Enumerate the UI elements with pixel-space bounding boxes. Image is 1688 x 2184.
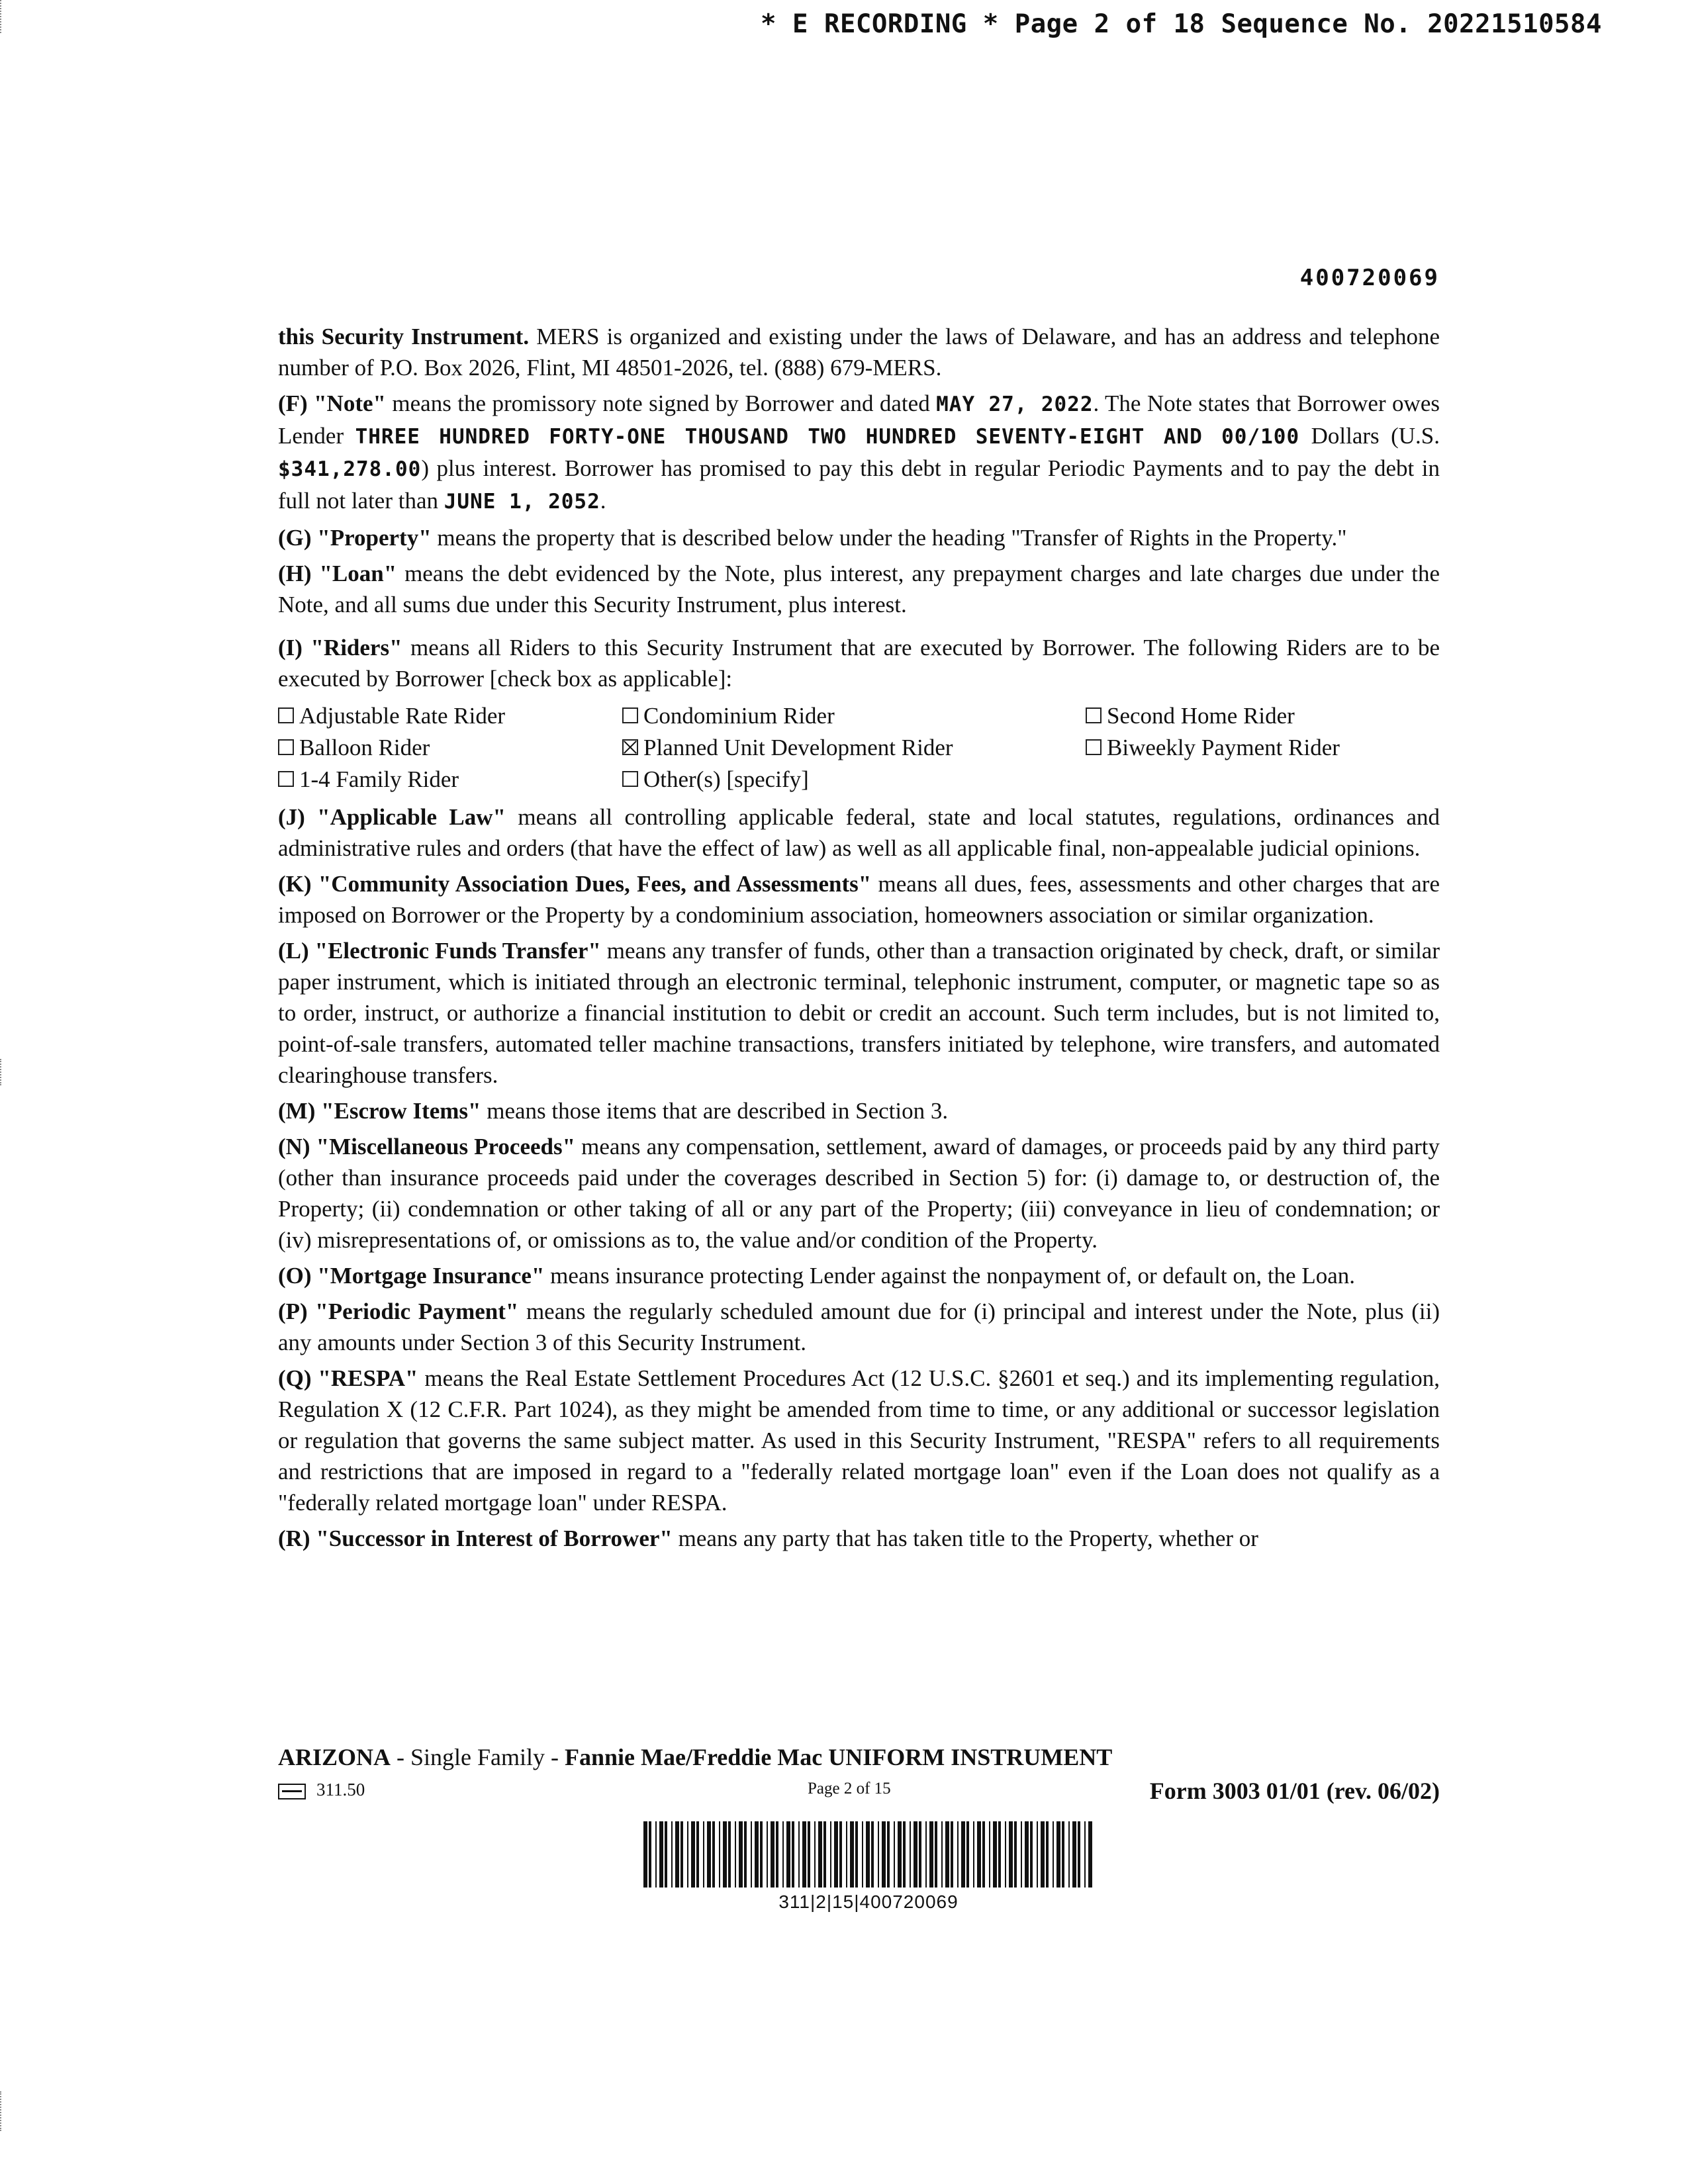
checkbox-second-home[interactable] <box>1086 707 1102 723</box>
definition-term: (P) "Periodic Payment" <box>278 1298 519 1324</box>
definition-text: means any party that has taken title to the Property, whether or <box>672 1525 1258 1551</box>
rider-adjustable-rate <box>278 700 622 731</box>
definition-term: (I) "Riders" <box>278 635 402 660</box>
rider-planned-unit-development <box>622 731 1086 763</box>
rider-balloon <box>278 731 622 763</box>
intro-paragraph <box>278 321 1440 383</box>
definition-term: (N) "Miscellaneous Proceeds" <box>278 1134 576 1160</box>
note-date: MAY 27, 2022 <box>936 392 1094 416</box>
rider-label: Second Home Rider <box>1107 702 1295 729</box>
checkbox-1-4-family[interactable] <box>278 771 294 787</box>
definition-text: means all Riders to this Security Instrument that are executed by Borrower. The following Riders are to be executed by Borrower [check box as applicable]: <box>278 635 1440 692</box>
form-logo-icon <box>278 1784 306 1799</box>
definition-term: (M) "Escrow Items" <box>278 1098 481 1124</box>
checkbox-other[interactable] <box>622 771 638 787</box>
definition-text: means any compensation, settlement, award of damages, or proceeds paid by any third party (other than insurance proceeds paid under the coverages described in Section 5) for: (i) damage to, or destruction of, the Property; (ii) condemnation or other taking of all or any part of the Property; (iii) conveyance in lieu of condemnation; or (iv) misrepresentations of, or omissions as to, the value and/or condition of the Property. <box>278 1134 1440 1253</box>
rider-label: Condominium Rider <box>643 702 835 729</box>
definition-mortgage-insurance <box>278 1260 1440 1291</box>
definition-term: (K) "Community Association Dues, Fees, and Assessments" <box>278 871 872 897</box>
definition-text: means any transfer of funds, other than a transaction originated by check, draft, or similar paper instrument, which is initiated through an electronic terminal, telephonic instrument, computer, or magnetic tape so as to order, instruct, or authorize a financial institution to debit or credit an account. Such term includes, but is not limited to, point-of-sale transfers, automated teller machine transactions, transfers initiated by telephone, wire transfers, and automated clearinghouse transfers. <box>278 938 1440 1088</box>
footer-instrument-title <box>278 1743 1112 1771</box>
rider-label: Planned Unit Development Rider <box>643 734 953 760</box>
rider-label: 1-4 Family Rider <box>299 766 459 792</box>
barcode-text: 311|2|15|400720069 <box>778 1891 959 1912</box>
checkbox-balloon[interactable] <box>278 739 294 755</box>
checkbox-biweekly-payment[interactable] <box>1086 739 1102 755</box>
definition-term: (H) "Loan" <box>278 561 397 586</box>
rider-label: Biweekly Payment Rider <box>1107 734 1340 760</box>
intro-term: this Security Instrument. <box>278 324 530 349</box>
footer-instrument: Fannie Mae/Freddie Mac UNIFORM INSTRUMENT <box>565 1744 1113 1770</box>
definition-text: means all dues, fees, assessments and other charges that are imposed on Borrower or the Property by a condominium association, homeowners association or similar organization. <box>278 871 1440 928</box>
footer-page-number: Page 2 of 15 <box>808 1780 891 1797</box>
definition-note <box>278 388 1440 518</box>
rider-second-home <box>1086 700 1440 731</box>
definition-term: (Q) "RESPA" <box>278 1365 418 1391</box>
rider-other <box>622 763 1086 795</box>
definition-community-association-dues <box>278 868 1440 931</box>
footer-form-number: Form 3003 01/01 (rev. 06/02) <box>1149 1778 1440 1804</box>
footer-code <box>278 1780 365 1800</box>
definition-term: (O) "Mortgage Insurance" <box>278 1263 545 1289</box>
checkbox-planned-unit-development[interactable] <box>622 739 638 755</box>
loan-number: 400720069 <box>1299 265 1440 291</box>
rider-checklist <box>278 700 1440 795</box>
recording-header: * E RECORDING * Page 2 of 18 Sequence No. 20221510584 <box>761 9 1602 39</box>
definition-text: means the property that is described below under the heading "Transfer of Rights in the Property." <box>431 525 1347 551</box>
footer-code-value: 311.50 <box>316 1780 365 1799</box>
definition-periodic-payment <box>278 1296 1440 1358</box>
definition-respa <box>278 1363 1440 1518</box>
definition-text: . <box>600 488 606 514</box>
scan-edge-mark <box>0 0 4 33</box>
scan-edge-mark <box>0 2091 4 2131</box>
definition-text: . The Note states that Borrower owes Lender <box>278 390 1440 449</box>
definition-property <box>278 522 1440 553</box>
maturity-date: JUNE 1, 2052 <box>444 490 600 514</box>
checkbox-condominium[interactable] <box>622 707 638 723</box>
definition-text: means the promissory note signed by Borrower and dated <box>385 390 937 416</box>
rider-condominium <box>622 700 1086 731</box>
intro-text: MERS is organized and existing under the laws of Delaware, and has an address and telephone number of P.O. Box 2026, Flint, MI 48501-2026, tel. (888) 679-MERS. <box>278 324 1440 381</box>
definition-text: means insurance protecting Lender against the nonpayment of, or default on, the Loan. <box>544 1263 1355 1289</box>
definition-electronic-funds-transfer <box>278 935 1440 1091</box>
definition-term: (R) "Successor in Interest of Borrower" <box>278 1525 673 1551</box>
definition-successor-in-interest <box>278 1523 1440 1554</box>
definition-riders <box>278 632 1440 694</box>
checkbox-adjustable-rate[interactable] <box>278 707 294 723</box>
loan-amount-words: THREE HUNDRED FORTY-ONE THOUSAND TWO HUNDRED SEVENTY-EIGHT AND 00/100 <box>355 425 1300 449</box>
loan-amount: $341,278.00 <box>278 457 422 481</box>
scan-edge-mark <box>0 1059 4 1085</box>
definition-text: means the regularly scheduled amount due for (i) principal and interest under the Note, plus (ii) any amounts under Section 3 of this Security Instrument. <box>278 1298 1440 1355</box>
definition-escrow-items <box>278 1095 1440 1126</box>
definition-text: ) plus interest. Borrower has promised to pay this debt in regular Periodic Payments and to pay the debt in full not later than <box>278 455 1440 514</box>
footer-family: - Single Family - <box>391 1744 565 1770</box>
rider-1-4-family <box>278 763 622 795</box>
footer-state: ARIZONA <box>278 1744 391 1770</box>
definition-miscellaneous-proceeds <box>278 1131 1440 1255</box>
definition-text: Dollars (U.S. <box>1299 423 1440 449</box>
definition-applicable-law <box>278 801 1440 864</box>
rider-label: Adjustable Rate Rider <box>299 702 506 729</box>
footer-row <box>278 1777 1440 1806</box>
rider-label: Other(s) [specify] <box>643 766 809 792</box>
definition-term: (F) "Note" <box>278 390 386 416</box>
definition-term: (G) "Property" <box>278 525 432 551</box>
definition-term: (L) "Electronic Funds Transfer" <box>278 938 601 964</box>
definition-text: means all controlling applicable federal, state and local statutes, regulations, ordinances and administrative rules and orders (that have the effect of law) as well as all applicable final, non-appealable judicial opinions. <box>278 804 1440 861</box>
definition-text: means those items that are described in Section 3. <box>481 1098 949 1124</box>
rider-biweekly-payment <box>1086 731 1440 763</box>
definition-term: (J) "Applicable Law" <box>278 804 506 830</box>
rider-label: Balloon Rider <box>299 734 430 760</box>
definition-text: means the Real Estate Settlement Procedures Act (12 U.S.C. §2601 et seq.) and its implementing regulation, Regulation X (12 C.F.R. Part 1024), as they might be amended from time to time, or any additional or successor legislation or regulation that governs the same subject matter. As used in this Security Instrument, "RESPA" refers to all requirements and restrictions that are imposed in regard to a "federally related mortgage loan" even if the Loan does not qualify as a "federally related mortgage loan" under RESPA. <box>278 1365 1440 1516</box>
definition-text: means the debt evidenced by the Note, plus interest, any prepayment charges and late charges due under the Note, and all sums due under this Security Instrument, plus interest. <box>278 561 1440 617</box>
definition-loan <box>278 558 1440 620</box>
document-body <box>278 321 1440 1559</box>
barcode <box>643 1821 1094 1888</box>
